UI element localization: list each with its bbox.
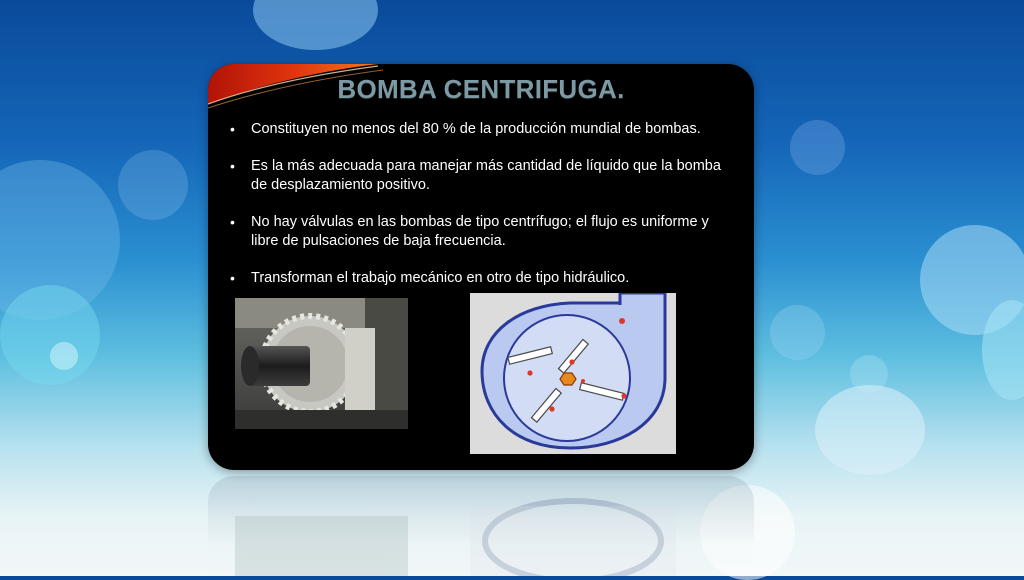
bullet-icon: • — [230, 270, 235, 286]
reflection-diagram — [208, 476, 754, 576]
bokeh-circle — [815, 385, 925, 475]
bokeh-circle — [920, 225, 1024, 335]
bokeh-circle — [0, 160, 120, 320]
bullet-icon: • — [230, 158, 235, 174]
bullet-text: Transforman el trabajo mecánico en otro de tipo hidráulico. — [251, 270, 630, 286]
bokeh-circle — [770, 305, 825, 360]
slide-title: BOMBA CENTRIFUGA. — [337, 74, 625, 104]
bullet-item — [230, 157, 740, 195]
bokeh-circle — [118, 150, 188, 220]
bokeh-circle — [982, 300, 1024, 400]
bullet-text: Constituyen no menos del 80 % de la producción mundial de bombas. — [251, 121, 701, 137]
bullet-item — [230, 269, 740, 288]
bullet-item — [230, 120, 740, 139]
bokeh-circle — [50, 342, 78, 370]
bullet-list — [230, 120, 740, 306]
pump-photo — [235, 298, 408, 429]
pump-diagram — [470, 293, 676, 454]
bokeh-circle — [850, 355, 888, 393]
bullet-icon: • — [230, 121, 235, 137]
bokeh-circle — [0, 285, 100, 385]
bokeh-circle — [253, 0, 378, 50]
bullet-item — [230, 213, 740, 251]
bullet-text: No hay válvulas en las bombas de tipo centrífugo; el flujo es uniforme y libre de pulsaciones de baja frecuencia. — [251, 214, 709, 249]
bullet-text: Es la más adecuada para manejar más cantidad de líquido que la bomba de desplazamiento positivo. — [251, 158, 721, 193]
slide-reflection — [208, 476, 754, 576]
bullet-icon: • — [230, 214, 235, 230]
slide — [208, 64, 754, 470]
bokeh-circle — [790, 120, 845, 175]
